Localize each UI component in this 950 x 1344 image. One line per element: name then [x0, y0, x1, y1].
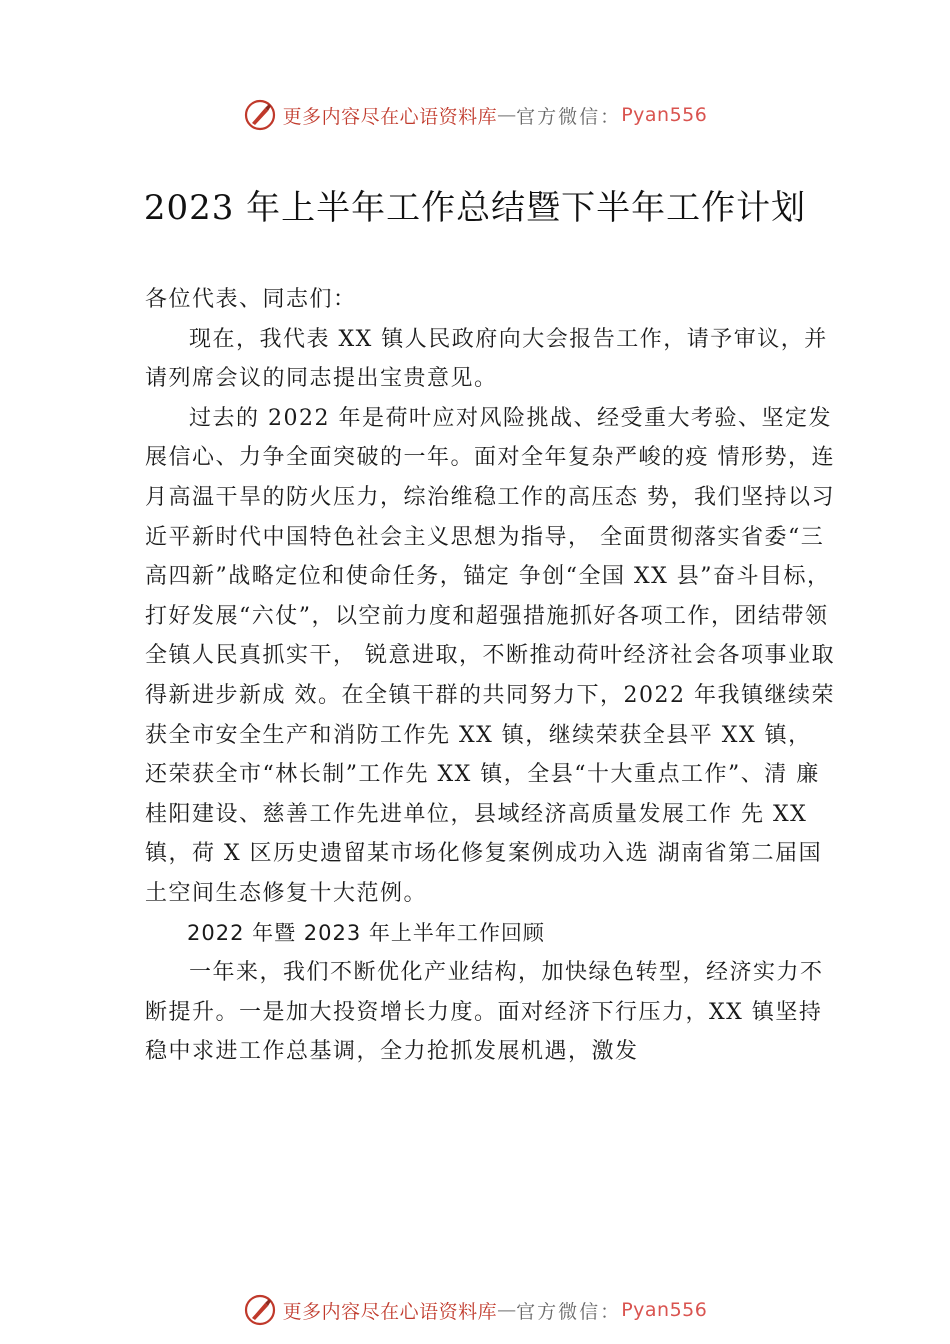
- pen-nib-icon: [243, 1293, 277, 1327]
- watermark-brand: 更多内容尽在心语资料库: [282, 105, 498, 128]
- paragraph-3: 一年来，我们不断优化产业结构，加快绿色转型，经济实力不断提升。一是加大投资增长力度。面对经济下行压力，XX 镇坚持稳中求进工作总基调，全力抢抓发展机遇，激发: [145, 960, 824, 1065]
- salutation: 各位代表、同志们：: [145, 287, 357, 312]
- section-heading: 2022 年暨 2023 年上半年工作回顾: [187, 920, 545, 945]
- watermark-handle: Pyan556: [621, 104, 708, 126]
- watermark-official: 官方微信：: [516, 105, 622, 128]
- watermark-separator: —: [497, 1299, 517, 1321]
- paragraph-1: 现在，我代表 XX 镇人民政府向大会报告工作，请予审议，并请列席会议的同志提出宝贵意见。: [145, 326, 828, 392]
- document-title: 2023 年上半年工作总结暨下半年工作计划: [143, 188, 807, 228]
- document-body: [145, 280, 835, 1072]
- pen-nib-icon: [243, 98, 277, 132]
- watermark-footer: [0, 1290, 950, 1330]
- watermark-brand: 更多内容尽在心语资料库: [282, 1300, 498, 1323]
- paragraph-2: 过去的 2022 年是荷叶应对风险挑战、经受重大考验、坚定发展信心、力争全面突破的一年。面对全年复杂严峻的疫 情形势，连月高温干旱的防火压力，综治维稳工作的高压态 势，我们坚持以习近平新时代中国特色社会主义思想为指导， 全面贯彻落实省委“三高四新”战略定位和使命任务，锚定 争创“全国 XX 县”奋斗目标，打好发展“六仗”，以空前力度和超强措施抓好各项工作，团结带领全镇人民真抓实干， 锐意进取，不断推动荷叶经济社会各项事业取得新进步新成 效。在全镇干群的共同努力下，2022 年我镇继续荣获全市安全生产和消防工作先 XX 镇，继续荣获全县平 XX 镇，还荣获全市“林长制”工作先 XX 镇，全县“十大重点工作”、清 廉桂阳建设、慈善工作先进单位，县域经济高质量发展工作 先 XX 镇，荷 X 区历史遗留某市场化修复案例成功入选 湖南省第二届国土空间生态修复十大范例。: [145, 405, 835, 906]
- watermark-header: [0, 95, 950, 135]
- watermark-official: 官方微信：: [516, 1300, 622, 1323]
- watermark-separator: —: [497, 104, 517, 126]
- watermark-handle: Pyan556: [621, 1299, 708, 1321]
